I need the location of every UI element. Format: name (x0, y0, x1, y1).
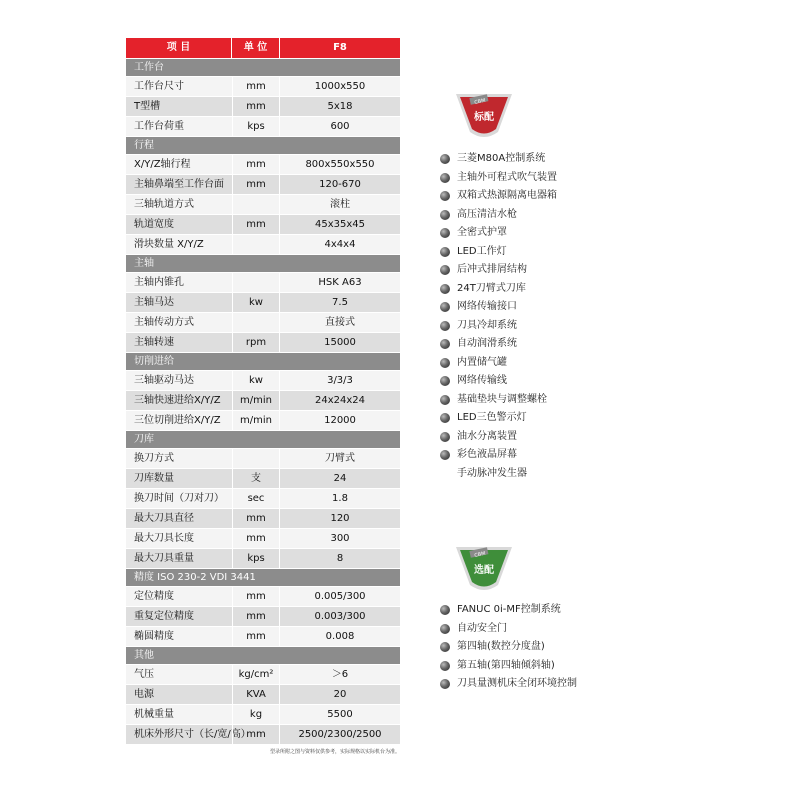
spec-value: 刀臂式 (325, 453, 355, 464)
spec-unit (232, 313, 280, 332)
spec-unit: KVA (232, 685, 280, 704)
bullet-icon (440, 302, 450, 312)
spec-value: 600 (330, 121, 350, 132)
spec-name: 气压 (134, 669, 154, 680)
list-item-label: 基础垫块与调整螺栓 (457, 393, 547, 405)
list-item-label: 网络传输接口 (457, 301, 517, 312)
spec-unit (232, 273, 280, 292)
spec-name: 主轴马达 (134, 297, 174, 308)
list-item (440, 446, 557, 465)
table-row (126, 664, 400, 684)
list-item (440, 391, 557, 410)
table-row (126, 214, 400, 234)
spec-name: 三轴快速进给X/Y/Z (134, 395, 221, 406)
list-item (440, 409, 557, 428)
bullet-icon (440, 358, 450, 368)
bullet-icon (440, 450, 450, 460)
list-item-label: 主轴外可程式吹气装置 (457, 171, 557, 183)
bullet-icon (440, 605, 450, 615)
spec-name: 三轴驱动马达 (134, 375, 194, 386)
bullet-icon (440, 321, 450, 331)
header-unit: 单 位 (232, 38, 280, 58)
table-row (126, 76, 400, 96)
spec-name: 主轴内锥孔 (134, 277, 184, 288)
spec-value: 20 (333, 689, 347, 700)
spec-name: 主轴转速 (134, 337, 174, 348)
spec-unit: kw (232, 293, 280, 312)
spec-name: 轨道宽度 (134, 219, 174, 230)
spec-value: 15000 (324, 337, 356, 348)
list-item-label: FANUC 0i-MF控制系统 (457, 604, 561, 615)
list-item (440, 675, 577, 694)
spec-unit: mm (232, 587, 280, 606)
section-header: 切削进给 (126, 352, 400, 370)
table-row (126, 312, 400, 332)
spec-unit: kg/cm² (232, 665, 280, 684)
header-model: F8 (333, 42, 347, 53)
table-row (126, 234, 400, 254)
spec-name: 机械重量 (134, 709, 174, 720)
list-item-label: LED工作灯 (457, 245, 507, 257)
section-header: 行程 (126, 136, 400, 154)
spec-unit (232, 449, 280, 468)
footnote: 型录所附之图与资料仅供参考，实际规格以实际机台为准。 (269, 749, 400, 755)
spec-unit (232, 235, 280, 254)
list-item-label: 24T刀臂式刀库 (457, 282, 526, 294)
list-item-label: 自动安全门 (457, 622, 507, 634)
spec-value: 8 (336, 553, 344, 564)
spec-name: 工作台荷重 (134, 121, 184, 132)
table-row (126, 194, 400, 214)
spec-unit: m/min (232, 391, 280, 410)
list-item (440, 206, 557, 225)
table-row (126, 154, 400, 174)
table-header (126, 38, 400, 58)
spec-value: 120 (330, 513, 350, 524)
list-item-label: 全密式护罩 (457, 227, 507, 238)
list-item (440, 280, 557, 299)
list-item-label: 自动润滑系统 (457, 338, 517, 349)
spec-unit: mm (232, 97, 280, 116)
spec-value: 5500 (327, 709, 353, 720)
table-row (126, 116, 400, 136)
list-item (440, 169, 557, 188)
bullet-icon (440, 247, 450, 257)
spec-name: 三轴轨道方式 (134, 199, 194, 210)
list-item (440, 620, 577, 639)
spec-value: 800x550x550 (305, 159, 375, 170)
list-item-label: 三菱M80A控制系统 (457, 153, 546, 164)
spec-unit: kps (232, 549, 280, 568)
standard-badge-label: 标配 (474, 112, 494, 123)
list-item (440, 261, 557, 280)
spec-unit: mm (232, 77, 280, 96)
table-row (126, 684, 400, 704)
bullet-icon (440, 661, 450, 671)
list-item (440, 298, 557, 317)
standard-list (440, 150, 557, 483)
list-item-label: 油水分离装置 (457, 430, 517, 442)
spec-value: ＞6 (331, 669, 349, 680)
list-item (440, 317, 557, 336)
spec-unit: kg (232, 705, 280, 724)
spec-value: 2500/2300/2500 (298, 729, 382, 740)
spec-value: 7.5 (332, 297, 348, 308)
table-row (126, 548, 400, 568)
table-row (126, 370, 400, 390)
spec-value: 1.8 (332, 493, 348, 504)
list-item (440, 638, 577, 657)
list-item-label: 第四轴(数控分度盘) (457, 641, 545, 652)
table-body (126, 58, 400, 744)
bullet-icon (440, 265, 450, 275)
spec-value: 0.003/300 (314, 611, 366, 622)
list-item (440, 243, 557, 262)
bullet-icon (440, 228, 450, 238)
spec-unit (232, 195, 280, 214)
table-row (126, 174, 400, 194)
section-header: 精度 ISO 230-2 VDI 3441 (126, 568, 400, 586)
spec-value: 4x4x4 (324, 239, 356, 250)
table-row (126, 410, 400, 430)
table-row (126, 724, 400, 744)
list-item-label: 刀具量测机床全闭环境控制 (457, 678, 577, 689)
spec-unit: kw (232, 371, 280, 390)
list-item-label: 第五轴(第四轴倾斜轴) (457, 659, 555, 671)
optional-list (440, 601, 577, 694)
bullet-icon (440, 432, 450, 442)
table-row (126, 488, 400, 508)
section-header: 主轴 (126, 254, 400, 272)
list-item (440, 354, 557, 373)
spec-unit: mm (232, 725, 280, 744)
bullet-icon (440, 642, 450, 652)
spec-value: 0.005/300 (314, 591, 366, 602)
spec-value: 直接式 (325, 317, 355, 328)
bullet-icon (440, 376, 450, 386)
standard-badge (452, 92, 516, 140)
bullet-icon (440, 339, 450, 349)
spec-unit: kps (232, 117, 280, 136)
table-row (126, 626, 400, 646)
list-item (440, 372, 557, 391)
spec-unit: mm (232, 155, 280, 174)
bullet-icon (440, 154, 450, 164)
list-item-label: 网络传输线 (457, 375, 507, 386)
spec-name: 重复定位精度 (134, 611, 194, 622)
list-item (440, 601, 577, 620)
bullet-icon (440, 624, 450, 634)
bullet-icon (440, 173, 450, 183)
spec-value: HSK A63 (318, 277, 362, 288)
spec-name: 最大刀具直径 (134, 513, 194, 524)
table-row (126, 704, 400, 724)
list-item-label: 彩色液晶屏幕 (457, 449, 517, 460)
list-item-label: 手动脉冲发生器 (457, 467, 527, 479)
list-item-label: 内置储气罐 (457, 356, 507, 368)
spec-unit: mm (232, 175, 280, 194)
section-header: 刀库 (126, 430, 400, 448)
spec-name: 滑块数量 X/Y/Z (134, 239, 204, 250)
list-item-label: 刀具冷却系统 (457, 319, 517, 331)
spec-name: 三位切削进给X/Y/Z (134, 415, 221, 426)
spec-value: 24x24x24 (314, 395, 365, 406)
header-item: 项 目 (126, 38, 232, 58)
list-item-label: 双箱式热源隔离电器箱 (457, 190, 557, 201)
list-item-label: LED三色警示灯 (457, 412, 527, 423)
spec-unit: mm (232, 215, 280, 234)
table-row (126, 448, 400, 468)
list-item (440, 428, 557, 447)
spec-name: 换刀方式 (134, 453, 174, 464)
list-item (440, 335, 557, 354)
standard-badge-brand: CBM (473, 97, 487, 106)
spec-value: 12000 (324, 415, 356, 426)
spec-name: 最大刀具重量 (134, 553, 194, 564)
spec-unit: mm (232, 607, 280, 626)
optional-badge-brand: CBM (473, 550, 487, 559)
table-row (126, 528, 400, 548)
list-item (440, 150, 557, 169)
table-row (126, 390, 400, 410)
table-row (126, 586, 400, 606)
bullet-icon (440, 679, 450, 689)
section-header: 其他 (126, 646, 400, 664)
spec-name: 机床外形尺寸（长/宽/高） (134, 729, 251, 740)
spec-value: 滚柱 (330, 199, 350, 210)
spec-value: 0.008 (325, 631, 355, 642)
spec-value: 120-670 (319, 179, 361, 190)
spec-name: 椭圆精度 (134, 631, 174, 642)
table-row (126, 292, 400, 312)
table-row (126, 272, 400, 292)
list-item (440, 224, 557, 243)
spec-unit: rpm (232, 333, 280, 352)
spec-unit: mm (232, 509, 280, 528)
list-item-label: 高压清洁水枪 (457, 208, 517, 220)
bullet-icon (440, 284, 450, 294)
table-row (126, 96, 400, 116)
spec-name: 电源 (134, 689, 154, 700)
spec-name: 刀库数量 (134, 473, 174, 484)
table-row (126, 508, 400, 528)
section-header: 工作台 (126, 58, 400, 76)
spec-value: 1000x550 (314, 81, 366, 92)
spec-unit: mm (232, 529, 280, 548)
list-item (440, 465, 557, 484)
spec-name: 主轴传动方式 (134, 317, 194, 328)
list-item (440, 657, 577, 676)
table-row (126, 332, 400, 352)
spec-value: 45x35x45 (314, 219, 365, 230)
table-row (126, 606, 400, 626)
optional-badge (452, 545, 516, 593)
bullet-icon (440, 191, 450, 201)
spec-unit: 支 (232, 469, 280, 488)
spec-table (126, 38, 400, 755)
spec-value: 3/3/3 (327, 375, 353, 386)
spec-value: 300 (330, 533, 350, 544)
list-item (440, 187, 557, 206)
spec-name: 换刀时间（刀对刀） (134, 493, 224, 504)
bullet-icon (440, 395, 450, 405)
spec-value: 24 (333, 473, 347, 484)
spec-name: 定位精度 (134, 591, 174, 602)
bullet-icon (440, 210, 450, 220)
bullet-icon (440, 413, 450, 423)
optional-badge-label: 选配 (474, 565, 494, 576)
list-item-label: 后冲式排屑结构 (457, 264, 527, 275)
spec-unit: sec (232, 489, 280, 508)
spec-name: T型槽 (134, 101, 161, 112)
spec-name: X/Y/Z轴行程 (134, 159, 191, 170)
spec-name: 工作台尺寸 (134, 81, 184, 92)
spec-unit: mm (232, 627, 280, 646)
spec-name: 主轴鼻端至工作台面 (134, 179, 224, 190)
spec-name: 最大刀具长度 (134, 533, 194, 544)
table-row (126, 468, 400, 488)
spec-value: 5x18 (327, 101, 353, 112)
spec-unit: m/min (232, 411, 280, 430)
